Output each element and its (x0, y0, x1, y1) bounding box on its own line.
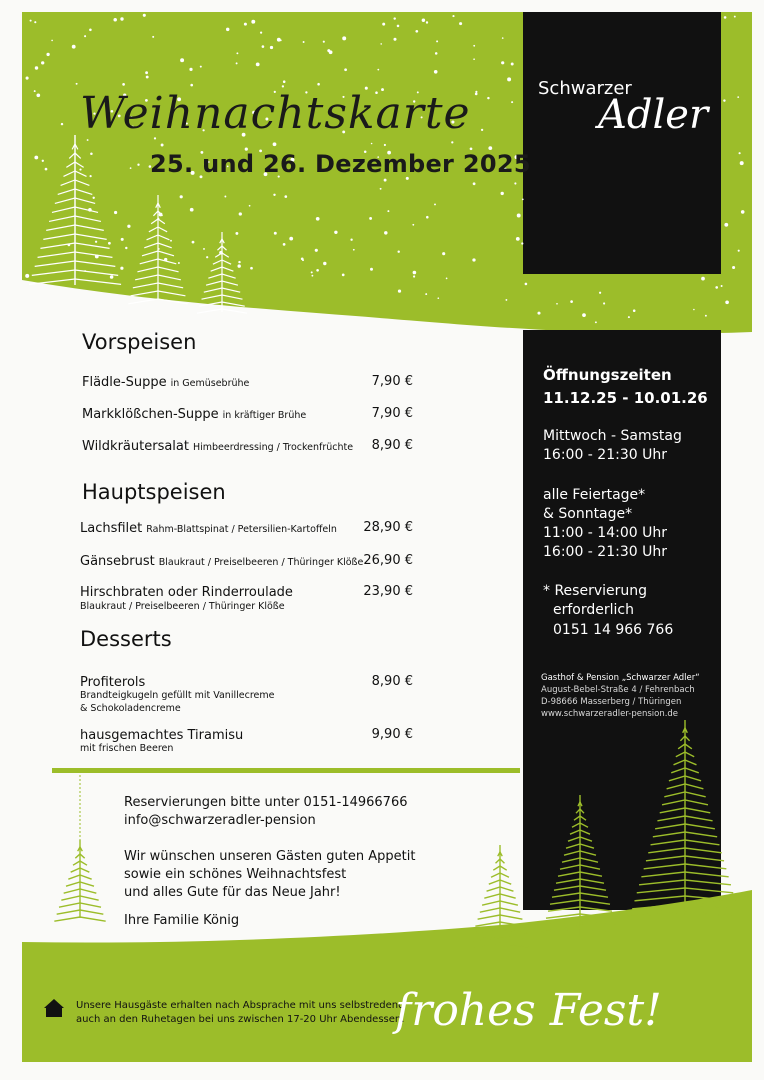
address-city: D-98666 Masserberg / Thüringen (541, 697, 682, 707)
snow-dot (87, 139, 89, 141)
menu-item: Flädle-Suppe in Gemüsebrühe (82, 375, 250, 390)
snow-dot (270, 46, 273, 49)
snow-dot (26, 77, 29, 80)
snow-dot (741, 210, 745, 214)
snow-dot (226, 28, 229, 31)
snow-dot (502, 37, 504, 39)
snow-dot (511, 101, 513, 103)
snow-dot (723, 99, 725, 101)
snow-dot (72, 45, 76, 49)
snow-dot (382, 23, 385, 26)
snow-dot (353, 249, 355, 251)
snow-dot (316, 269, 319, 272)
snow-dot (422, 18, 425, 21)
reservation-note: erforderlich (553, 602, 634, 618)
snow-dot (315, 249, 318, 252)
snow-dot (190, 84, 193, 87)
snow-dot (412, 224, 414, 226)
divider-bar (52, 768, 520, 773)
snow-dot (475, 93, 478, 96)
snow-dot (95, 241, 97, 243)
snow-dot (738, 250, 740, 252)
snow-dot (384, 179, 387, 182)
wish-line: sowie ein schönes Weihnachtsfest (124, 867, 347, 882)
snow-dot (244, 23, 247, 26)
snow-dot (595, 321, 597, 323)
menu-item-price: 8,90 € (371, 438, 413, 453)
snow-dot (42, 160, 44, 162)
weekday-days: Mittwoch - Samstag (543, 428, 682, 444)
snow-dot (180, 195, 183, 198)
snow-dot (425, 293, 427, 295)
snow-dot (327, 49, 330, 52)
address-name: Gasthof & Pension „Schwarzer Adler“ (541, 673, 700, 683)
snow-dot (473, 45, 475, 47)
snow-dot (350, 239, 352, 241)
snow-dot (737, 96, 739, 98)
snow-dot (501, 61, 504, 64)
holiday-time: 11:00 - 14:00 Uhr (543, 525, 667, 541)
snow-dot (203, 248, 205, 250)
menu-item: Lachsfilet Rahm-Blattspinat / Petersilien-Kartoffeln (80, 521, 337, 536)
snow-dot (516, 237, 520, 241)
snow-dot (137, 164, 139, 166)
snow-dot (384, 144, 386, 146)
snow-dot (725, 300, 729, 304)
snow-dot (260, 31, 262, 33)
email-line: info@schwarzeradler-pension (124, 813, 316, 828)
menu-item-name: Hirschbraten oder Rinderroulade (80, 585, 293, 600)
snow-dot (342, 274, 345, 277)
snow-dot (397, 25, 400, 28)
snow-dot (238, 261, 240, 263)
snow-dot (273, 194, 275, 196)
snow-dot (517, 214, 521, 218)
snow-dot (224, 196, 226, 198)
holiday-line: alle Feiertage* (543, 487, 646, 503)
snow-dot (380, 43, 382, 45)
snow-dot (283, 243, 286, 246)
snow-dot (371, 143, 373, 145)
reservation-line: Reservierungen bitte unter 0151-14966766 (124, 795, 408, 810)
snow-dot (303, 41, 305, 43)
snow-dot (732, 266, 735, 269)
snow-dot (34, 21, 36, 23)
snow-dot (200, 66, 202, 68)
snow-dot (90, 175, 92, 177)
menu-item-price: 9,90 € (371, 727, 413, 742)
address-street: August-Bebel-Straße 4 / Fehrenbach (541, 685, 695, 695)
snow-dot (206, 256, 208, 258)
snow-dot (521, 242, 523, 244)
snow-dot (250, 267, 253, 270)
hours-title: Öffnungszeiten (543, 366, 672, 384)
snow-dot (323, 41, 325, 43)
snow-dot (251, 20, 255, 24)
snow-dot (739, 152, 741, 154)
snow-dot (481, 129, 483, 131)
snow-dot (724, 16, 727, 19)
snow-dot (120, 17, 123, 20)
snow-dot (393, 17, 395, 19)
snow-dot (436, 40, 438, 42)
snow-dot (724, 223, 728, 227)
snow-dot (178, 262, 180, 264)
snow-dot (413, 275, 415, 277)
menu-item-price: 7,90 € (371, 374, 413, 389)
footer-note: auch an den Ruhetagen bei uns zwischen 17-20 Uhr Abendessen. (76, 1014, 405, 1025)
snow-dot (45, 168, 48, 171)
wish-line: Wir wünschen unseren Gästen guten Appetit (124, 849, 416, 864)
snow-dot (316, 217, 320, 221)
snow-dot (473, 58, 475, 60)
snow-dot (446, 278, 448, 280)
snow-dot (34, 90, 36, 92)
snow-dot (152, 36, 154, 38)
snow-dot (415, 30, 418, 33)
snow-dot (537, 312, 540, 315)
snow-dot (130, 167, 132, 169)
snow-dot (556, 303, 558, 305)
snow-dot (413, 271, 417, 275)
snow-dot (317, 83, 320, 86)
snow-dot (311, 271, 313, 273)
snow-dot (437, 297, 439, 299)
menu-item-name: hausgemachtes Tiramisu (80, 728, 244, 743)
snow-dot (113, 18, 117, 22)
snow-dot (280, 39, 282, 41)
snow-dot (256, 63, 260, 67)
snow-dot (582, 313, 586, 317)
snow-dot (442, 252, 445, 255)
snow-dot (323, 262, 326, 265)
snow-dot (633, 309, 636, 312)
snow-dot (393, 38, 396, 41)
snow-dot (90, 152, 93, 155)
snow-dot (189, 68, 192, 71)
snow-dot (274, 232, 277, 235)
snow-dot (435, 52, 438, 55)
menu-item: Gänsebrust Blaukraut / Preiselbeeren / Thüringer Klöße (80, 554, 364, 569)
snow-dot (79, 169, 81, 171)
snow-dot (721, 285, 723, 287)
snow-dot (143, 14, 146, 17)
section-heading-mains: Hauptspeisen (82, 480, 226, 504)
snow-dot (434, 70, 438, 74)
snow-dot (170, 240, 172, 242)
snow-dot (628, 316, 630, 318)
snow-dot (121, 238, 124, 241)
snow-dot (501, 192, 504, 195)
snow-dot (434, 203, 436, 205)
section-heading-desserts: Desserts (80, 627, 172, 651)
weekday-time: 16:00 - 21:30 Uhr (543, 447, 667, 463)
snow-dot (514, 182, 516, 184)
snow-dot (334, 231, 337, 234)
snow-dot (301, 257, 304, 260)
snow-dot (236, 62, 238, 64)
menu-item-price: 26,90 € (363, 553, 413, 568)
snow-dot (89, 29, 92, 32)
snow-dot (238, 264, 241, 267)
snow-dot (61, 123, 63, 125)
snow-dot (120, 267, 123, 270)
menu-item-name: Profiterols (80, 675, 146, 690)
sidebar-black-column (523, 330, 721, 910)
menu-item-price: 23,90 € (363, 584, 413, 599)
hours-range: 11.12.25 - 10.01.26 (543, 389, 708, 407)
snow-dot (507, 77, 511, 81)
snow-dot (114, 211, 117, 214)
snow-dot (46, 53, 49, 56)
snow-dot (146, 76, 149, 79)
snow-dot (387, 210, 389, 212)
menu-item-desc: Blaukraut / Preiselbeeren / Thüringer Klöße (80, 601, 285, 612)
snow-dot (273, 142, 277, 146)
sidebar-black-panel (523, 12, 721, 274)
snow-dot (125, 247, 127, 249)
reservation-note: * Reservierung (543, 583, 648, 599)
snow-dot (25, 274, 29, 278)
snow-dot (93, 197, 95, 199)
snow-dot (192, 241, 195, 244)
snow-dot (76, 83, 78, 85)
snow-dot (426, 21, 428, 23)
brand-name-script: Adler (598, 92, 709, 138)
snow-dot (34, 156, 38, 160)
event-date: 25. und 26. Dezember 2025 (150, 150, 531, 178)
snow-dot (715, 286, 718, 289)
menu-item-desc: Brandteigkugeln gefüllt mit Vanillecreme (80, 690, 275, 701)
snow-dot (190, 208, 194, 212)
snow-dot (377, 69, 379, 71)
snow-dot (122, 83, 125, 86)
snow-dot (603, 302, 605, 304)
snow-dot (108, 242, 111, 245)
address-web: www.schwarzeradler-pension.de (541, 709, 679, 719)
snow-dot (41, 61, 44, 64)
snow-dot (369, 217, 372, 220)
snow-dot (511, 63, 514, 66)
brand-logo (538, 78, 718, 138)
holiday-time: 16:00 - 21:30 Uhr (543, 544, 667, 560)
snow-dot (384, 231, 387, 234)
snow-dot (236, 52, 238, 54)
snow-dot (693, 309, 695, 311)
snow-dot (370, 268, 373, 271)
snow-dot (487, 97, 489, 99)
menu-item-price: 7,90 € (371, 406, 413, 421)
menu-item-desc: & Schokoladencreme (80, 703, 181, 714)
snow-dot (249, 205, 251, 207)
snow-dot (36, 93, 40, 97)
menu-item-price: 8,90 € (371, 674, 413, 689)
menu-item-price: 28,90 € (363, 520, 413, 535)
snow-dot (161, 144, 164, 147)
menu-item: Wildkräutersalat Himbeerdressing / Trockenfrüchte (82, 439, 354, 454)
snow-dot (239, 212, 242, 215)
snow-dot (451, 141, 453, 143)
snow-dot (570, 300, 573, 303)
menu-item-desc: mit frischen Beeren (80, 743, 174, 754)
snow-dot (342, 36, 346, 40)
snow-dot (127, 225, 130, 228)
footer-script: frohes Fest! (395, 985, 662, 1036)
holiday-line: & Sonntage* (543, 506, 633, 522)
sidebar-phone: 0151 14 966 766 (553, 622, 674, 638)
footer-note: Unsere Hausgäste erhalten nach Absprache mit uns selbstredend (76, 1000, 405, 1011)
snow-dot (705, 315, 707, 317)
title-script: Weihnachtskarte (80, 88, 471, 139)
snow-dot (505, 299, 507, 301)
wish-line: und alles Gute für das Neue Jahr! (124, 885, 341, 900)
snow-dot (398, 289, 401, 292)
brand-name-top: Schwarzer (538, 78, 632, 99)
snow-dot (426, 216, 429, 219)
snow-dot (472, 258, 475, 261)
snow-dot (344, 68, 347, 71)
snow-dot (380, 188, 382, 190)
snow-dot (84, 35, 86, 37)
snow-dot (262, 45, 265, 48)
snow-dot (701, 277, 705, 281)
snow-dot (459, 22, 462, 25)
snow-dot (283, 80, 286, 83)
snow-dot (525, 283, 528, 286)
snow-dot (145, 71, 148, 74)
snow-dot (473, 182, 476, 185)
snow-dot (452, 15, 454, 17)
menu-item: Markklößchen-Suppe in kräftiger Brühe (82, 407, 307, 422)
snow-dot (522, 199, 524, 201)
signature: Ihre Familie König (124, 913, 240, 928)
snow-dot (289, 237, 293, 241)
snow-dot (599, 292, 601, 294)
snow-dot (235, 232, 238, 235)
snow-dot (397, 250, 399, 252)
snow-dot (734, 16, 736, 18)
section-heading-starters: Vorspeisen (82, 330, 197, 354)
snow-dot (30, 20, 32, 22)
snow-dot (740, 161, 744, 165)
snow-dot (35, 66, 38, 69)
snow-dot (311, 275, 313, 277)
snow-dot (51, 40, 53, 42)
snow-dot (284, 195, 287, 198)
snow-dot (180, 58, 184, 62)
snow-dot (110, 275, 114, 279)
